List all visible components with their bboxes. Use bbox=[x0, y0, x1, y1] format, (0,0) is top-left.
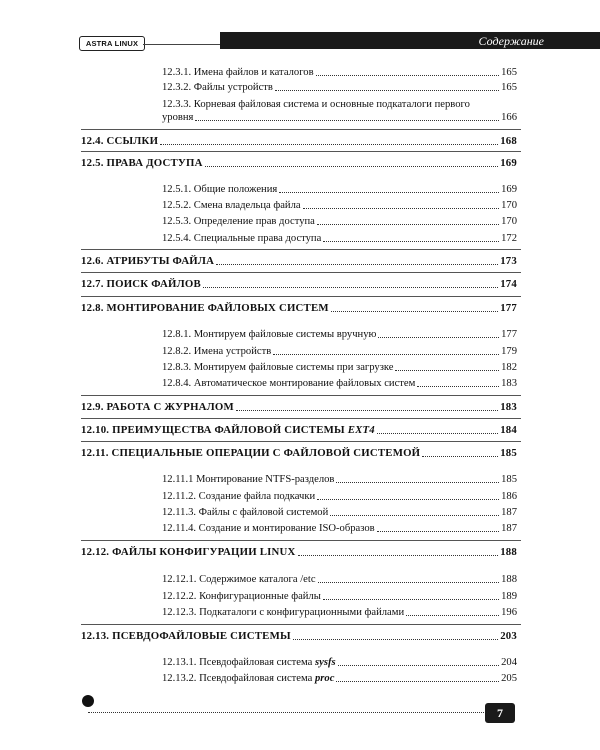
section-divider bbox=[81, 151, 521, 152]
leader-dots bbox=[377, 531, 499, 532]
leader-dots bbox=[216, 264, 498, 265]
toc-entry-12-5-2[interactable] bbox=[162, 199, 517, 212]
toc-entry-12-3-3[interactable] bbox=[162, 98, 517, 124]
leader-dots bbox=[236, 410, 498, 411]
toc-page: 183 bbox=[501, 378, 517, 389]
leader-dots bbox=[406, 615, 499, 616]
toc-label: 12.12.3. Подкаталоги с конфигурационными файлами bbox=[162, 607, 405, 618]
toc-page: 188 bbox=[500, 546, 517, 558]
header-rule bbox=[143, 44, 220, 45]
toc-page: 169 bbox=[500, 157, 517, 169]
toc-label: 12.8. МОНТИРОВАНИЕ ФАЙЛОВЫХ СИСТЕМ bbox=[81, 302, 329, 314]
toc-label: 12.11.1 Монтирование NTFS-разделов bbox=[162, 474, 335, 485]
leader-dots bbox=[417, 386, 499, 387]
toc-page: 170 bbox=[501, 200, 517, 211]
section-divider bbox=[81, 249, 521, 250]
astra-linux-logo: ASTRA LINUX bbox=[79, 36, 145, 51]
toc-label: 12.8.2. Имена устройств bbox=[162, 346, 272, 357]
toc-label-text: 12.10. ПРЕИМУЩЕСТВА ФАЙЛОВОЙ СИСТЕМЫ bbox=[81, 424, 345, 436]
leader-dots bbox=[378, 337, 499, 338]
toc-label: 12.8.3. Монтируем файловые системы при загрузке bbox=[162, 362, 394, 373]
toc-page: 186 bbox=[501, 491, 517, 502]
toc-label-accent: EXT4 bbox=[347, 424, 375, 436]
leader-dots bbox=[316, 75, 500, 76]
toc-page: 165 bbox=[501, 67, 517, 78]
toc-page: 177 bbox=[500, 302, 517, 314]
leader-dots bbox=[275, 90, 499, 91]
toc-label: 12.12. ФАЙЛЫ КОНФИГУРАЦИИ LINUX bbox=[81, 546, 296, 558]
toc-page: 204 bbox=[501, 657, 517, 668]
toc-page: 205 bbox=[501, 673, 517, 684]
toc-label: 12.5.1. Общие положения bbox=[162, 184, 278, 195]
section-divider bbox=[81, 540, 521, 541]
toc-entry-12-5-1[interactable] bbox=[162, 183, 517, 196]
toc-label: 12.11.3. Файлы с файловой системой bbox=[162, 507, 329, 518]
toc-label: 12.12.1. Содержимое каталога /etc bbox=[162, 574, 316, 585]
toc-entry-12-11-3[interactable] bbox=[162, 506, 517, 519]
toc-entry-12-11-1[interactable] bbox=[162, 473, 517, 486]
toc-page: 189 bbox=[501, 591, 517, 602]
toc-label: 12.5. ПРАВА ДОСТУПА bbox=[81, 157, 203, 169]
toc-label-accent: proc bbox=[315, 673, 335, 684]
leader-dots bbox=[331, 311, 498, 312]
toc-label bbox=[81, 424, 375, 437]
toc-section-12-6[interactable] bbox=[81, 255, 517, 268]
toc-page: 185 bbox=[501, 474, 517, 485]
leader-dots bbox=[330, 515, 499, 516]
toc-label: 12.3.3. Корневая файловая система и основные подкаталоги первого bbox=[162, 99, 470, 110]
toc-section-12-9[interactable] bbox=[81, 401, 517, 414]
toc-page: 172 bbox=[501, 233, 517, 244]
section-divider bbox=[81, 272, 521, 273]
toc-page: 168 bbox=[500, 135, 517, 147]
toc-page: 170 bbox=[501, 216, 517, 227]
toc-entry-12-8-4[interactable] bbox=[162, 377, 517, 390]
leader-dots bbox=[317, 499, 499, 500]
leader-dots bbox=[323, 241, 499, 242]
toc-label: 12.11.2. Создание файла подкачки bbox=[162, 491, 316, 502]
footer-bullet bbox=[82, 695, 94, 707]
leader-dots bbox=[318, 582, 500, 583]
toc-label: 12.11.4. Создание и монтирование ISO-образов bbox=[162, 523, 375, 534]
leader-dots bbox=[323, 599, 499, 600]
toc-label-text: 12.13.1. Псевдофайловая система bbox=[162, 657, 313, 668]
toc-label: 12.7. ПОИСК ФАЙЛОВ bbox=[81, 278, 201, 290]
leader-dots bbox=[317, 224, 499, 225]
toc-label: 12.8.4. Автоматическое монтирование файловых систем bbox=[162, 378, 416, 389]
leader-dots bbox=[273, 354, 499, 355]
leader-dots bbox=[195, 120, 499, 121]
toc-label bbox=[162, 672, 334, 685]
leader-dots bbox=[203, 287, 498, 288]
toc-label: 12.11. СПЕЦИАЛЬНЫЕ ОПЕРАЦИИ С ФАЙЛОВОЙ СИСТЕМОЙ bbox=[81, 447, 421, 459]
section-divider bbox=[81, 395, 521, 396]
toc-page: 203 bbox=[500, 630, 517, 642]
toc-page: 187 bbox=[501, 507, 517, 518]
toc-label: 12.5.4. Специальные права доступа bbox=[162, 233, 322, 244]
toc-label: 12.3.2. Файлы устройств bbox=[162, 82, 273, 93]
section-divider bbox=[81, 296, 521, 297]
leader-dots bbox=[160, 144, 498, 145]
toc-entry-12-5-4[interactable] bbox=[162, 232, 517, 245]
toc-label: 12.5.2. Смена владельца файла bbox=[162, 200, 301, 211]
header-bar bbox=[220, 32, 600, 49]
toc-label: 12.9. РАБОТА С ЖУРНАЛОМ bbox=[81, 401, 234, 413]
toc-label: 12.12.2. Конфигурационные файлы bbox=[162, 591, 321, 602]
toc-page: 166 bbox=[501, 112, 517, 123]
toc-entry-12-12-3[interactable] bbox=[162, 606, 517, 619]
toc-label: 12.8.1. Монтируем файловые системы вручную bbox=[162, 329, 377, 340]
leader-dots bbox=[338, 665, 500, 666]
toc-entry-12-11-2[interactable] bbox=[162, 490, 517, 503]
toc-label-cont: уровня bbox=[162, 112, 194, 123]
toc-entry-12-8-1[interactable] bbox=[162, 328, 517, 341]
toc-entry-12-13-1[interactable] bbox=[162, 656, 517, 669]
leader-dots bbox=[336, 482, 499, 483]
leader-dots bbox=[205, 166, 499, 167]
leader-dots bbox=[279, 192, 499, 193]
toc-label: 12.6. АТРИБУТЫ ФАЙЛА bbox=[81, 255, 215, 267]
toc-label: 12.13. ПСЕВДОФАЙЛОВЫЕ СИСТЕМЫ bbox=[81, 630, 291, 642]
toc-section-12-8[interactable] bbox=[81, 302, 517, 315]
toc-section-12-11[interactable] bbox=[81, 447, 517, 460]
toc-page: 179 bbox=[501, 346, 517, 357]
toc-section-12-5[interactable] bbox=[81, 157, 517, 170]
toc-entry-12-8-2[interactable] bbox=[162, 345, 517, 358]
toc-entry-12-12-1[interactable] bbox=[162, 573, 517, 586]
toc-page: 169 bbox=[501, 184, 517, 195]
section-divider bbox=[81, 624, 521, 625]
toc-section-12-12[interactable] bbox=[81, 546, 517, 559]
toc-entry-12-5-3[interactable] bbox=[162, 215, 517, 228]
toc-section-12-4[interactable] bbox=[81, 135, 517, 148]
toc-section-12-7[interactable] bbox=[81, 278, 517, 291]
section-divider bbox=[81, 418, 521, 419]
toc-section-12-13[interactable] bbox=[81, 630, 517, 643]
toc-page: 185 bbox=[500, 447, 517, 459]
toc-entry-12-12-2[interactable] bbox=[162, 590, 517, 603]
section-divider bbox=[81, 441, 521, 442]
page-number: 7 bbox=[485, 703, 515, 723]
footer-dotted-rule bbox=[88, 712, 488, 713]
page-title: Содержание bbox=[478, 34, 544, 48]
leader-dots bbox=[422, 456, 498, 457]
toc-page: 165 bbox=[501, 82, 517, 93]
leader-dots bbox=[336, 681, 499, 682]
toc-entry-12-8-3[interactable] bbox=[162, 361, 517, 374]
toc-page: 182 bbox=[501, 362, 517, 373]
toc-entry-12-11-4[interactable] bbox=[162, 522, 517, 535]
leader-dots bbox=[293, 639, 498, 640]
toc-label: 12.5.3. Определение прав доступа bbox=[162, 216, 315, 227]
toc-page: 196 bbox=[501, 607, 517, 618]
toc-label-text: 12.13.2. Псевдофайловая система bbox=[162, 673, 313, 684]
toc-entry-12-13-2[interactable] bbox=[162, 672, 517, 685]
toc-page: 173 bbox=[500, 255, 517, 267]
toc-section-12-10[interactable] bbox=[81, 424, 517, 437]
section-divider bbox=[81, 129, 521, 130]
leader-dots bbox=[377, 433, 498, 434]
toc-page: 184 bbox=[500, 424, 517, 436]
leader-dots bbox=[298, 555, 499, 556]
toc-label: 12.4. ССЫЛКИ bbox=[81, 135, 159, 147]
toc-label: 12.3.1. Имена файлов и каталогов bbox=[162, 67, 314, 78]
toc-label-accent: sysfs bbox=[315, 657, 336, 668]
toc-label bbox=[162, 656, 336, 669]
toc-page: 188 bbox=[501, 574, 517, 585]
toc-page: 183 bbox=[500, 401, 517, 413]
leader-dots bbox=[303, 208, 500, 209]
toc-entry-12-3-1[interactable] bbox=[162, 66, 517, 79]
toc-page: 174 bbox=[500, 278, 517, 290]
toc-page: 177 bbox=[501, 329, 517, 340]
toc-page: 187 bbox=[501, 523, 517, 534]
toc-entry-12-3-2[interactable] bbox=[162, 81, 517, 94]
leader-dots bbox=[395, 370, 499, 371]
